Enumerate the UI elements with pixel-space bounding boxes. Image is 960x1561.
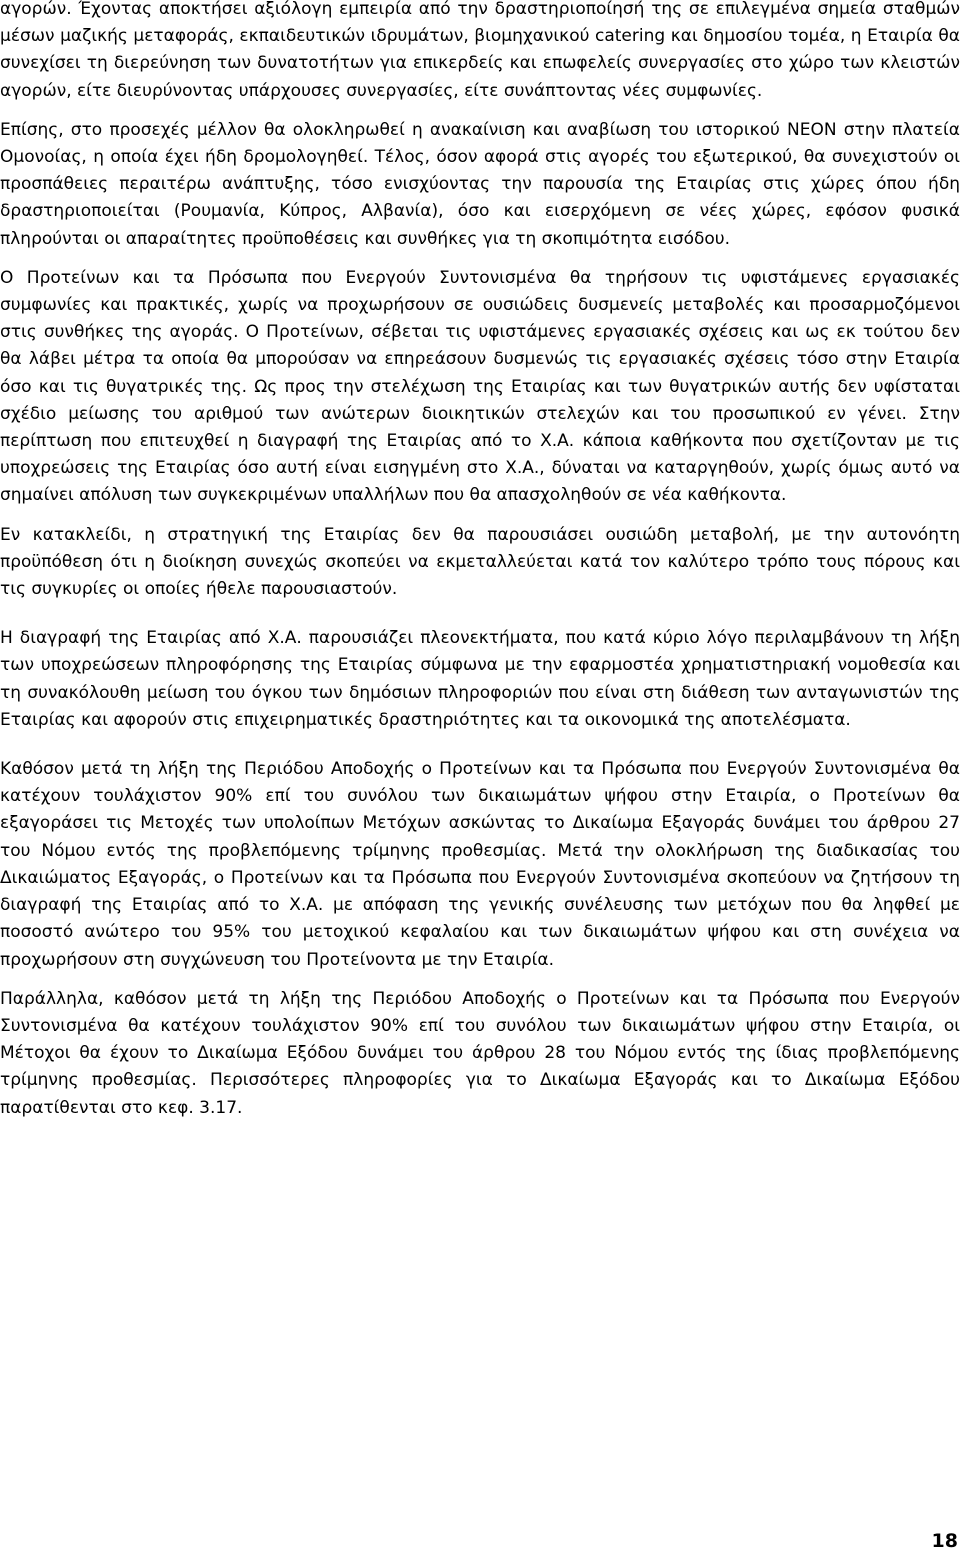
paragraph-4: Εν κατακλείδι, η στρατηγική της Εταιρίας δεν θα παρουσιάσει ουσιώδη μεταβολή, με την αυτονόητη προϋπόθεση ότι η διοίκηση συνεχώς σκοπεύει να εκμεταλλεύεται κατά τον καλύτερο τρόπο τους πόρους και τις συγκυρίες οι οποίες ήθελε παρουσιαστούν. [0, 524, 960, 600]
paragraph-3: Ο Προτείνων και τα Πρόσωπα που Ενεργούν Συντονισμένα θα τηρήσουν τις υφιστάμενες εργασιακές συμφωνίες και πρακτικές, χωρίς να προχωρήσουν σε ουσιώδεις δυσμενείς μεταβολές και προσαρμοζόμενοι στις συνθήκες της αγοράς. Ο Προτείνων, σέβεται τις υφιστάμενες εργασιακές σχέσεις και ως εκ τούτου δεν θα λάβει μέτρα τα οποία θα μπορούσαν να επηρεάσουν δυσμενώς τις εργασιακές σχέσεις τόσο στην Εταιρία όσο και τις θυγατρικές της. Ως προς την στελέχωση της Εταιρίας και των θυγατρικών αυτής δεν υφίσταται σχέδιο μείωσης του αριθμού των ανώτερων διοικητικών στελεχών και του προσωπικού εν γένει. Στην περίπτωση που επιτευχθεί η διαγραφή της Εταιρίας από το Χ.Α. κάποια καθήκοντα που σχετίζονταν με τις υποχρεώσεις της Εταιρίας όσο αυτή είναι εισηγμένη στο Χ.Α., δύναται να καταργηθούν, χωρίς όμως αυτό να σημαίνει απόλυση των συγκεκριμένων υπαλλήλων που θα απασχοληθούν σε νέα καθήκοντα. [0, 267, 960, 506]
paragraph-7: Παράλληλα, καθόσον μετά τη λήξη της Περιόδου Αποδοχής ο Προτείνων και τα Πρόσωπα που Ενεργούν Συντονισμένα θα κατέχουν τουλάχιστον 90% επί του συνόλου των δικαιωμάτων ψήφου στην Εταιρία, οι Μέτοχοι θα έχουν το Δικαίωμα Εξόδου δυνάμει του άρθρου 28 του Νόμου εντός της ίδιας προβλεπόμενης τρίμηνης προθεσμίας. Περισσότερες πληροφορίες για το Δικαίωμα Εξαγοράς και το Δικαίωμα Εξόδου παρατίθενται στο κεφ. 3.17. [0, 988, 960, 1118]
paragraph-1: αγορών. Έχοντας αποκτήσει αξιόλογη εμπειρία από την δραστηριοποίησή της σε επιλεγμένα σημεία σταθμών μέσων μαζικής μεταφοράς, εκπαιδευτικών ιδρυμάτων, βιομηχανικού catering και δημοσίου τομέα, η Εταιρία θα συνεχίσει τη διερεύνηση των δυνατοτήτων για επικερδείς και επωφελείς συνεργασίες στο χώρο των κλειστών αγορών, είτε διευρύνοντας υπάρχουσες συνεργασίες, είτε συνάπτοντας νέες συμφωνίες. [0, 0, 960, 101]
page-number: 18 [931, 1530, 958, 1552]
paragraph-6: Καθόσον μετά τη λήξη της Περιόδου Αποδοχής ο Προτείνων και τα Πρόσωπα που Ενεργούν Συντονισμένα θα κατέχουν τουλάχιστον 90% επί του συνόλου των δικαιωμάτων ψήφου στην Εταιρία, ο Προτείνων θα εξαγοράσει τις Μετοχές των υπολοίπων Μετόχων ασκώντας το Δικαίωμα Εξαγοράς δυνάμει του άρθρου 27 του Νόμου εντός της προβλεπόμενης τρίμηνης προθεσμίας. Μετά την ολοκλήρωση της διαδικασίας του Δικαιώματος Εξαγοράς, ο Προτείνων και τα Πρόσωπα που Ενεργούν Συντονισμένα σκοπεύουν να ζητήσουν τη διαγραφή της Εταιρίας από το Χ.Α. με απόφαση της γενικής συνέλευσης των μετόχων που θα ληφθεί με ποσοστό ανώτερο του 95% του μετοχικού κεφαλαίου και των δικαιωμάτων ψήφου και στη συνέχεια να προχωρήσουν στη συγχώνευση του Προτείνοντα με την Εταιρία. [0, 759, 960, 970]
paragraph-2: Επίσης, στο προσεχές μέλλον θα ολοκληρωθεί η ανακαίνιση και αναβίωση του ιστορικού ΝΕΟΝ στην πλατεία Ομονοίας, η οποία έχει ήδη δρομολογηθεί. Τέλος, όσον αφορά στις αγορές του εξωτερικού, θα συνεχιστούν οι προσπάθειες περαιτέρω ανάπτυξης, τόσο ενισχύοντας την παρουσία της Εταιρίας στις χώρες όπου ήδη δραστηριοποιείται (Ρουμανία, Κύπρος, Αλβανία), όσο και εισερχόμενη σε νέες χώρες, εφόσον φυσικά πληρούνται οι απαραίτητες προϋποθέσεις και συνθήκες για τη σκοπιμότητα εισόδου. [0, 119, 960, 249]
paragraph-5: Η διαγραφή της Εταιρίας από Χ.Α. παρουσιάζει πλεονεκτήματα, που κατά κύριο λόγο περιλαμβάνουν τη λήξη των υποχρεώσεων πληροφόρησης της Εταιρίας σύμφωνα με την εφαρμοστέα χρηματιστηριακή νομοθεσία και τη συνακόλουθη μείωση του όγκου των δημόσιων πληροφοριών που είναι στη διάθεση των ανταγωνιστών της Εταιρίας και αφορούν στις επιχειρηματικές δραστηριότητες και τα οικονομικά της αποτελέσματα. [0, 628, 960, 730]
